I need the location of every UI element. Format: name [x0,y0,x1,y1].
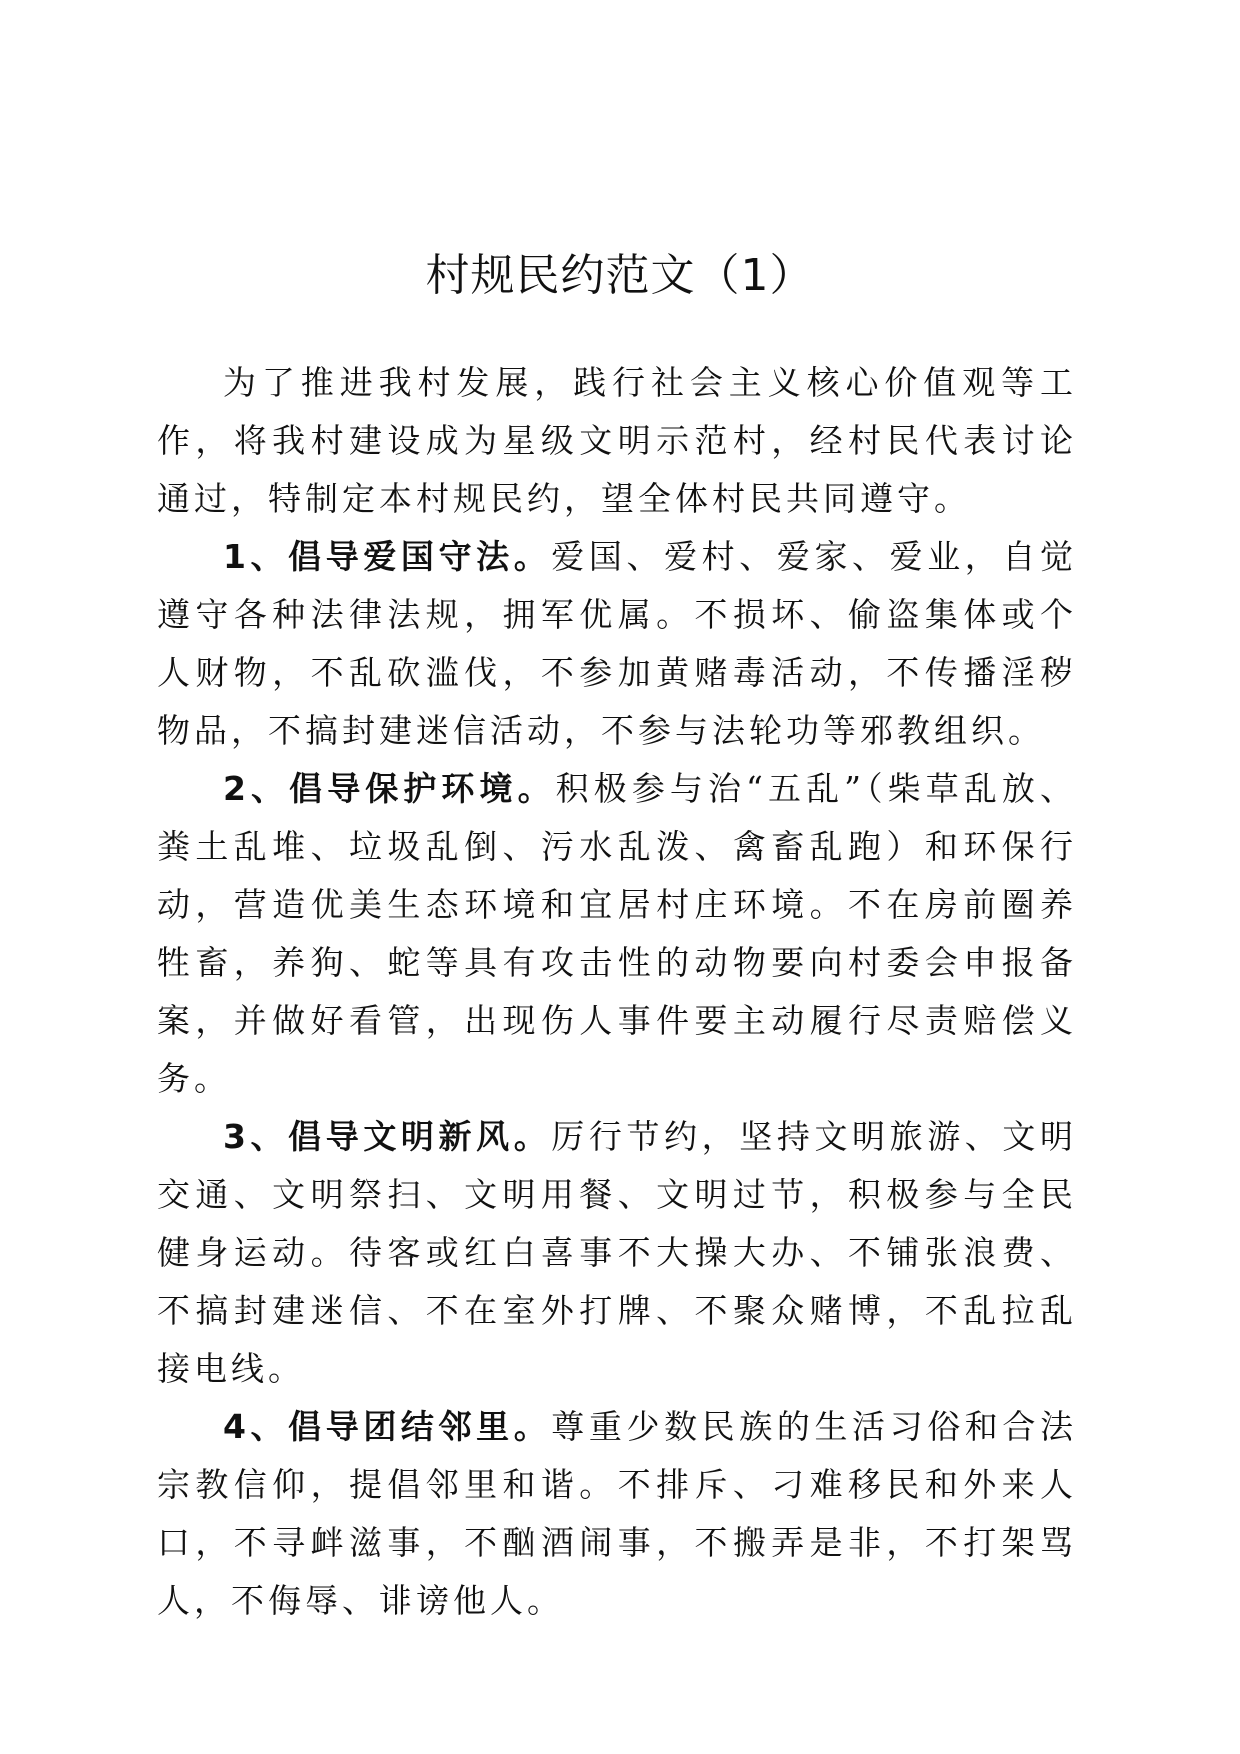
article-1-text: 爱国、爱村、爱家、爱业，自觉遵守各种法律法规，拥军优属。不损坏、偷盗集体或个人财物，不乱砍滥伐，不参加黄赌毒活动，不传播淫秽物品，不搞封建迷信活动，不参与法轮功等邪教组织。 [157,537,1077,750]
article-1-heading: 1、倡导爱国守法。 [223,537,552,576]
document-title: 村规民约范文（1） [425,250,815,301]
article-3-heading: 3、倡导文明新风。 [223,1117,552,1156]
article-4 [157,1398,1077,1630]
article-1 [157,528,1077,760]
article-4-heading: 4、倡导团结邻里。 [223,1407,552,1446]
intro-paragraph: 为了推进我村发展，践行社会主义核心价值观等工作，将我村建设成为星级文明示范村，经村民代表讨论通过，特制定本村规民约，望全体村民共同遵守。 [157,363,1077,518]
article-3 [157,1108,1077,1398]
document-body [157,354,1077,1630]
article-2-heading: 2、倡导保护环境。 [223,769,556,808]
article-4-text: 尊重少数民族的生活习俗和合法宗教信仰，提倡邻里和谐。不排斥、刁难移民和外来人口，不寻衅滋事，不酗酒闹事，不搬弄是非，不打架骂人，不侮辱、诽谤他人。 [157,1407,1077,1620]
article-3-text: 厉行节约，坚持文明旅游、文明交通、文明祭扫、文明用餐、文明过节，积极参与全民健身运动。待客或红白喜事不大操大办、不铺张浪费、不搞封建迷信、不在室外打牌、不聚众赌博，不乱拉乱接电线。 [157,1117,1077,1388]
article-2-text: 积极参与治“五乱”（柴草乱放、粪土乱堆、垃圾乱倒、污水乱泼、禽畜乱跑）和环保行动，营造优美生态环境和宜居村庄环境。不在房前圈养牲畜，养狗、蛇等具有攻击性的动物要向村委会申报备案，并做好看管，出现伤人事件要主动履行尽责赔偿义务。 [157,769,1077,1098]
article-2 [157,760,1077,1108]
